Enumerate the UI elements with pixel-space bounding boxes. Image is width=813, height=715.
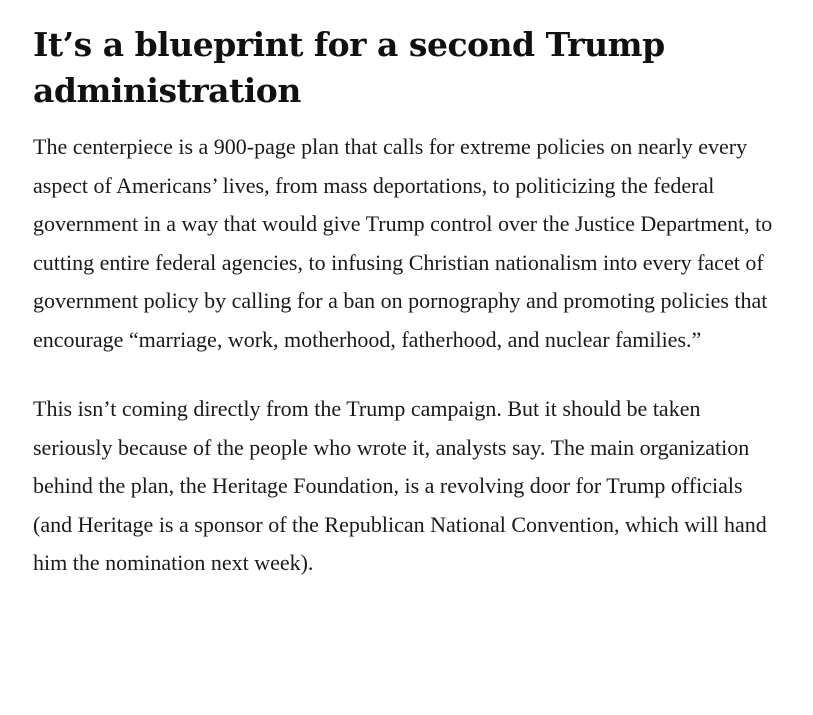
article-headline: It’s a blueprint for a second Trump administration (33, 25, 665, 110)
article-paragraph-2: This isn’t coming directly from the Trump campaign. But it should be taken seriously because of the people who wrote it, analysts say. The main organization behind the plan, the Heritage Foundation, is a revolving door for Trump officials (and Heritage is a sponsor of the Republican National Convention, which will hand him the nomination next week). (33, 396, 767, 575)
article-paragraph-1: The centerpiece is a 900-page plan that calls for extreme policies on nearly every aspect of Americans’ lives, from mass deportations, to politicizing the federal government in a way that would give Trump control over the Justice Department, to cutting entire federal agencies, to infusing Christian nationalism into every facet of government policy by calling for a ban on pornography and promoting policies that encourage “marriage, work, motherhood, fatherhood, and nuclear families.” (33, 134, 773, 352)
